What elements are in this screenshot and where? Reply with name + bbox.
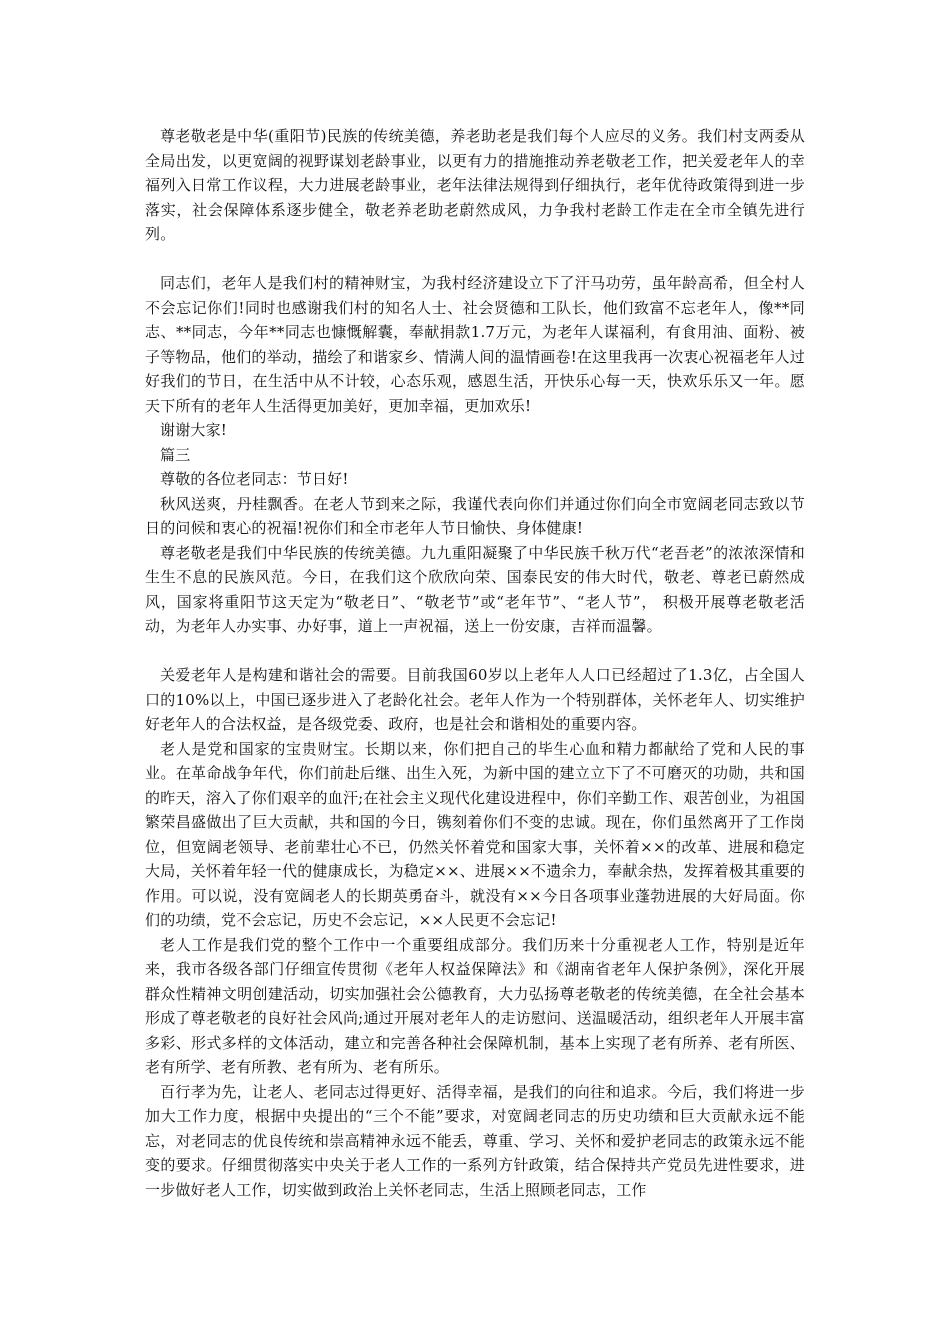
paragraph-1: 尊老敬老是中华(重阳节)民族的传统美德，养老助老是我们每个人应尽的义务。我们村支两委从全局出发，以更宽阔的视野谋划老龄事业，以更有力的措施推动养老敬老工作，把关爱老年人的幸福列入日常工作议程，大力进展老龄事业，老年法律法规得到仔细执行，老年优待政策得到进一步落实，社会保障体系逐步健全，敬老养老助老蔚然成风，力争我村老龄工作走在全市全镇先进行列。 bbox=[145, 127, 805, 243]
paragraph-spacer bbox=[145, 639, 805, 664]
paragraph-5: 关爱老年人是构建和谐社会的需要。目前我国60岁以上老年人人口已经超过了1.3亿，占全国人口的10%以上，中国已逐步进入了老龄化社会。老年人作为一个特别群体，关怀老年人、切实维护好老年人的合法权益，是各级党委、政府，也是社会和谐相处的重要内容。 bbox=[145, 666, 805, 733]
paragraph-thanks: 谢谢大家! bbox=[160, 421, 228, 439]
document-body bbox=[145, 124, 805, 1202]
paragraph-6: 老人是党和国家的宝贵财宝。长期以来，你们把自己的毕生心血和精力都献给了党和人民的事业。在革命战争年代，你们前赴后继、出生入死，为新中国的建立立下了不可磨灭的功勋，共和国的昨天，溶入了你们艰辛的血汗;在社会主义现代化建设进程中，你们辛勤工作、艰苦创业，为祖国繁荣昌盛做出了巨大贡献，共和国的今日，镌刻着你们不变的忠诚。现在，你们虽然离开了工作岗位，但宽阔老领导、老前辈壮心不已，仍然关怀着党和国家大事，关怀着××的改革、进展和稳定大局，关怀着年轻一代的健康成长，为稳定××、进展××不遗余力，奉献余热，发挥着极其重要的作用。可以说，没有宽阔老人的长期英勇奋斗，就没有××今日各项事业蓬勃进展的大好局面。你们的功绩，党不会忘记，历史不会忘记，××人民更不会忘记! bbox=[145, 739, 805, 929]
paragraph-2: 同志们，老年人是我们村的精神财宝，为我村经济建设立下了汗马功劳，虽年龄高希，但全村人不会忘记你们!同时也感谢我们村的知名人士、社会贤德和工队长，他们致富不忘老年人，像**同志、**同志，今年**同志也慷慨解囊，奉献捐款1.7万元，为老年人谋福利，有食用油、面粉、被子等物品，他们的举动，描绘了和谐家乡、情满人间的温情画卷!在这里我再一次衷心祝福老年人过好我们的节日，在生活中从不计较，心态乐观，感恩生活，开快乐心每一天，快欢乐乐又一年。愿天下所有的老年人生活得更加美好，更加幸福，更加欢乐! bbox=[145, 274, 805, 415]
section-heading: 篇三 bbox=[160, 445, 191, 464]
paragraph-8: 百行孝为先，让老人、老同志过得更好、活得幸福，是我们的向往和追求。今后，我们将进一步加大工作力度，根据中央提出的“三个不能”要求，对宽阔老同志的历史功绩和巨大贡献永远不能忘，对老同志的优良传统和崇高精神永远不能丢，尊重、学习、关怀和爱护老同志的政策永远不能变的要求。仔细贯彻落实中央关于老人工作的一系列方针政策，结合保持共产党员先进性要求，进一步做好老人工作，切实做到政治上关怀老同志，生活上照顾老同志，工作 bbox=[145, 1082, 805, 1199]
paragraph-3: 秋风送爽，丹桂飘香。在老人节到来之际，我谨代表向你们并通过你们向全市宽阔老同志致以节日的问候和衷心的祝福!祝你们和全市老年人节日愉快、身体健康! bbox=[145, 494, 805, 537]
paragraph-spacer bbox=[145, 247, 805, 272]
paragraph-4: 尊老敬老是我们中华民族的传统美德。九九重阳凝聚了中华民族千秋万代“老吾老”的浓浓深情和生生不息的民族风范。今日，在我们这个欣欣向荣、国泰民安的伟大时代，敬老、尊老已蔚然成风，国家将重阳节这天定为“敬老日”、“敬老节”或“老年节”、“老人节”， 积极开展尊老敬老活动，为老年人办实事、办好事，道上一声祝福，送上一份安康，吉祥而温馨。 bbox=[145, 543, 805, 635]
salutation: 尊敬的各位老同志：节日好! bbox=[160, 470, 349, 488]
paragraph-7: 老人工作是我们党的整个工作中一个重要组成部分。我们历来十分重视老人工作，特别是近年来，我市各级各部门仔细宣传贯彻《老年人权益保障法》和《湖南省老年人保护条例》，深化开展群众性精神文明创建活动，切实加强社会公德教育，大力弘扬尊老敬老的传统美德，在全社会基本形成了尊老敬老的良好社会风尚;通过开展对老年人的走访慰问、送温暖活动，组织老年人开展丰富多彩、形式多样的文体活动，建立和完善各种社会保障机制，基本上实现了老有所养、老有所医、老有所学、老有所教、老有所为、老有所乐。 bbox=[145, 935, 805, 1076]
